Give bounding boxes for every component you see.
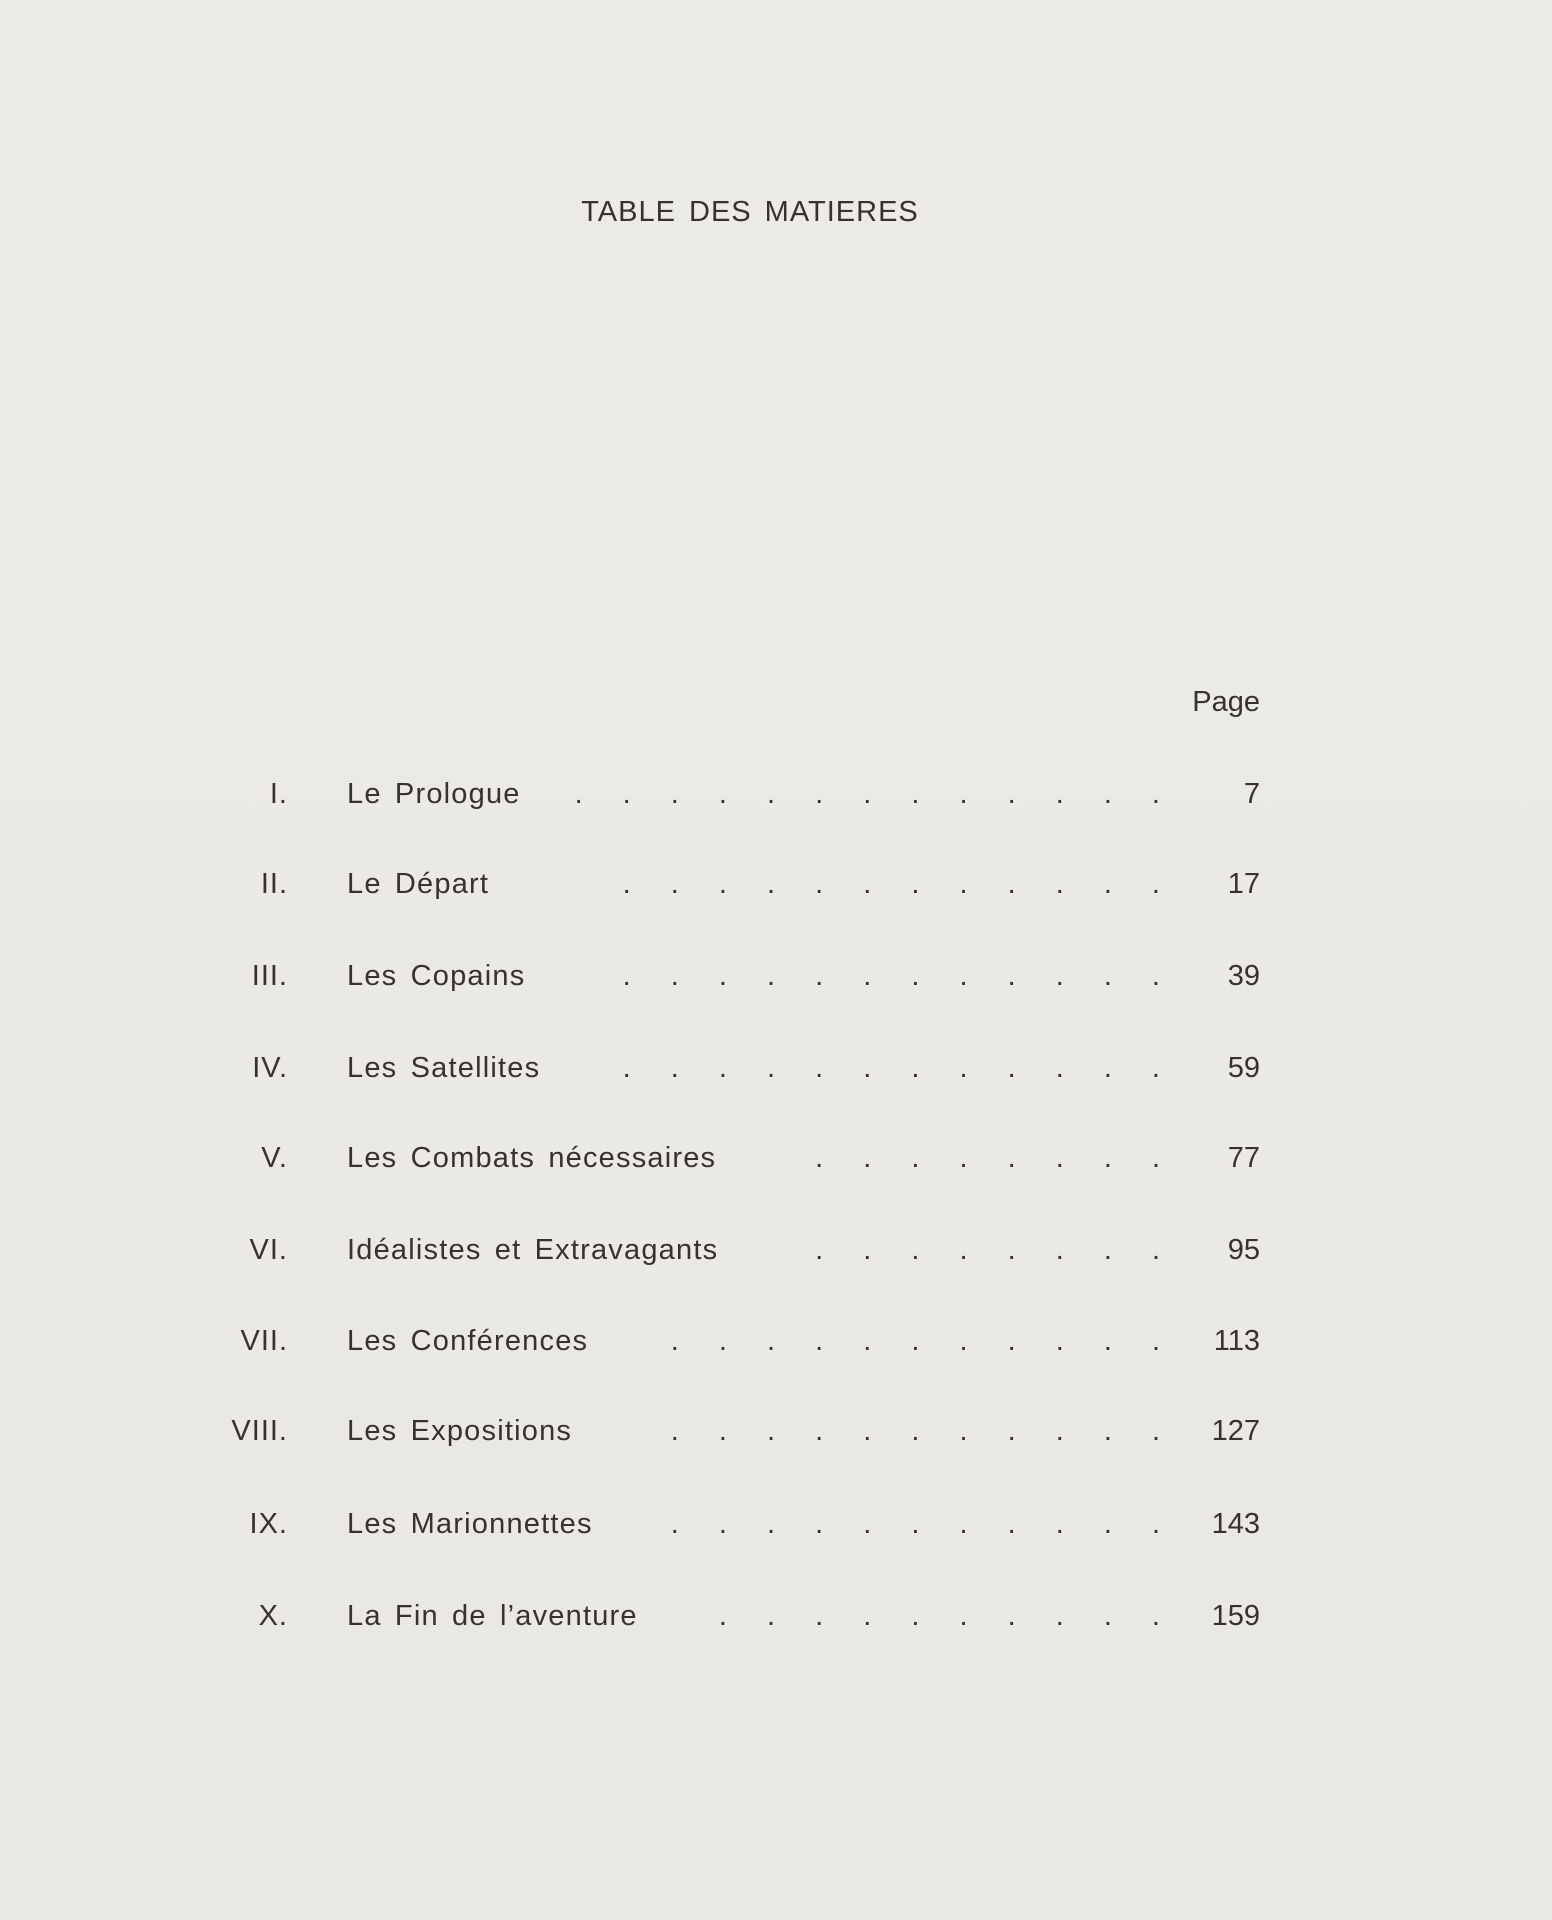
chapter-page-number: 127 <box>1211 1415 1260 1447</box>
chapter-page-number: 7 <box>1243 778 1260 810</box>
dot-leader: . . . . . . . . <box>815 1142 1160 1174</box>
dot-leader: . . . . . . . . . . <box>718 1600 1160 1632</box>
toc-entry <box>0 770 1552 818</box>
chapter-numeral: VI. <box>249 1234 288 1266</box>
chapter-page-number: 39 <box>1227 960 1260 992</box>
chapter-page-number: 59 <box>1227 1052 1260 1084</box>
dot-leader: . . . . . . . . . . . . <box>622 960 1160 992</box>
toc-entry <box>0 1500 1552 1548</box>
toc-entry <box>0 1317 1552 1365</box>
chapter-title: La Fin de l’aventure <box>347 1600 638 1632</box>
chapter-page-number: 95 <box>1227 1234 1260 1266</box>
dot-leader: . . . . . . . . . . . <box>670 1415 1160 1447</box>
chapter-title: Les Conférences <box>347 1325 589 1357</box>
toc-entry <box>0 860 1552 908</box>
chapter-page-number: 17 <box>1227 868 1260 900</box>
toc-entry <box>0 1044 1552 1092</box>
page-title: TABLE DES MATIERES <box>581 196 919 228</box>
chapter-numeral: X. <box>258 1600 288 1632</box>
chapter-numeral: IV. <box>252 1052 288 1084</box>
dot-leader: . . . . . . . . . . . . <box>622 868 1160 900</box>
chapter-title: Les Copains <box>347 960 526 992</box>
chapter-numeral: I. <box>269 778 288 810</box>
chapter-numeral: IX. <box>249 1508 288 1540</box>
dot-leader: . . . . . . . . . . . . . <box>574 778 1160 810</box>
chapter-page-number: 143 <box>1211 1508 1260 1540</box>
chapter-numeral: V. <box>261 1142 288 1174</box>
chapter-page-number: 77 <box>1227 1142 1260 1174</box>
chapter-title: Les Expositions <box>347 1415 573 1447</box>
toc-entry <box>0 1134 1552 1182</box>
chapter-title: Idéalistes et Extravagants <box>347 1234 719 1266</box>
chapter-page-number: 113 <box>1213 1325 1260 1357</box>
chapter-numeral: III. <box>251 960 288 992</box>
chapter-title: Les Satellites <box>347 1052 541 1084</box>
chapter-title: Le Prologue <box>347 778 521 810</box>
chapter-title: Les Combats nécessaires <box>347 1142 717 1174</box>
dot-leader: . . . . . . . . . . . <box>670 1325 1160 1357</box>
toc-entry <box>0 952 1552 1000</box>
chapter-numeral: VIII. <box>231 1415 288 1447</box>
page-column-heading: Page <box>1192 686 1260 718</box>
chapter-numeral: II. <box>260 868 288 900</box>
dot-leader: . . . . . . . . . . . <box>670 1508 1160 1540</box>
toc-entry <box>0 1226 1552 1274</box>
chapter-title: Le Départ <box>347 868 490 900</box>
dot-leader: . . . . . . . . . . . . <box>622 1052 1160 1084</box>
chapter-numeral: VII. <box>240 1325 288 1357</box>
toc-entry <box>0 1592 1552 1640</box>
toc-entry <box>0 1407 1552 1455</box>
chapter-page-number: 159 <box>1211 1600 1260 1632</box>
dot-leader: . . . . . . . . <box>815 1234 1160 1266</box>
chapter-title: Les Marionnettes <box>347 1508 593 1540</box>
